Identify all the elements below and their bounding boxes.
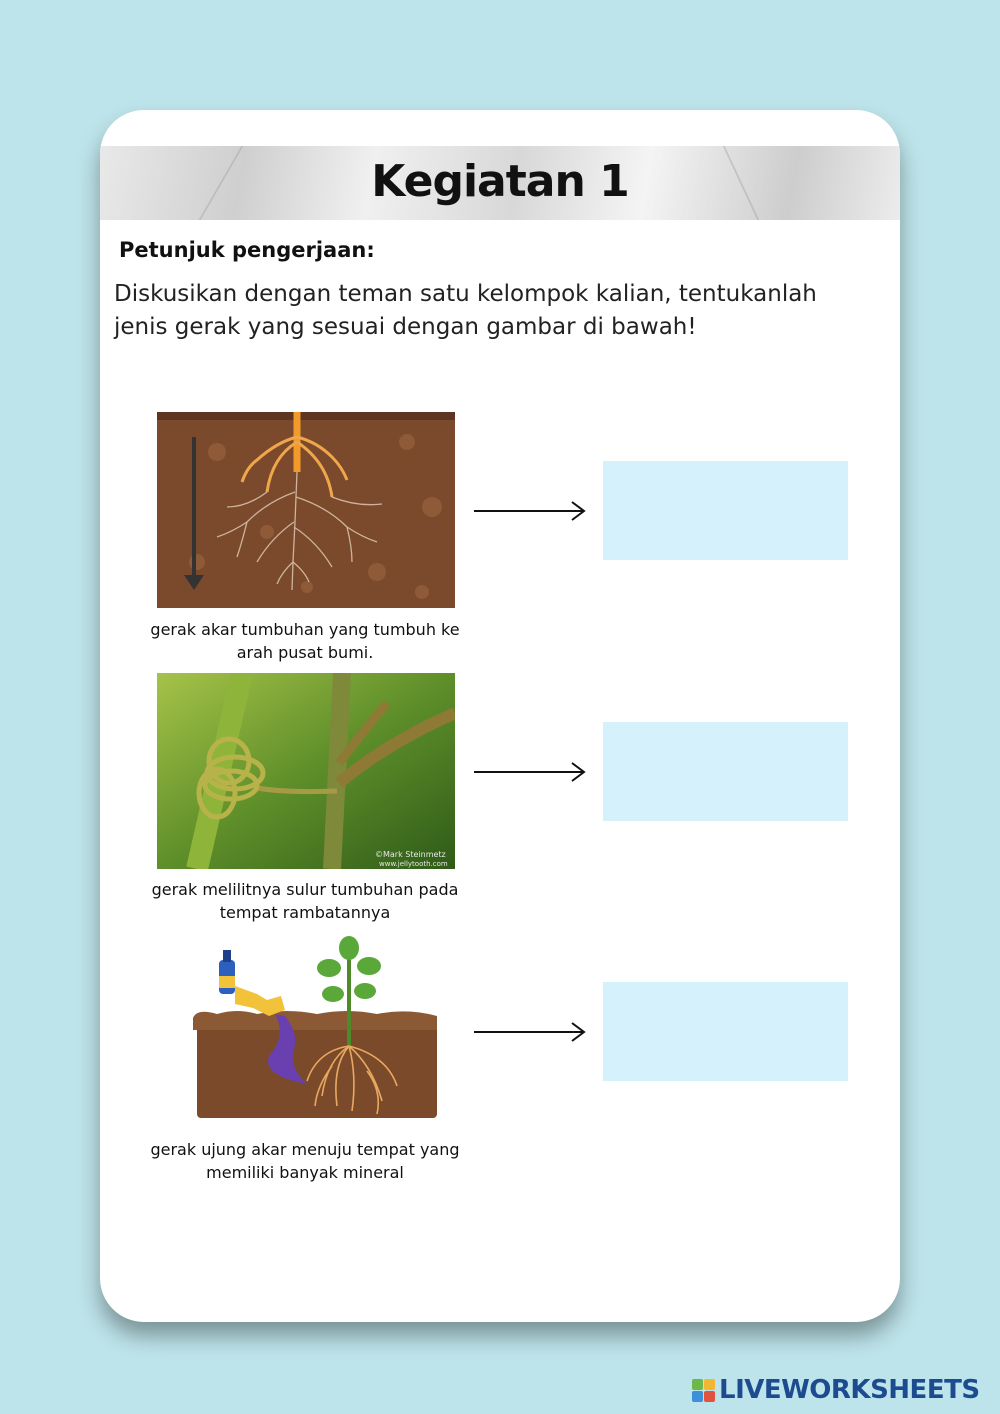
instructions-heading: Petunjuk pengerjaan:	[119, 238, 375, 262]
arrow-right-icon	[473, 762, 587, 782]
worksheet-card	[100, 110, 900, 1322]
caption-2: gerak melilitnya sulur tumbuhan pada tempat rambatannya	[151, 880, 459, 922]
svg-text:www.jellytooth.com: www.jellytooth.com	[379, 860, 448, 868]
arrow-right-icon	[473, 1022, 587, 1042]
page-title: Kegiatan 1	[371, 156, 629, 207]
title-banner	[100, 146, 900, 220]
chemotropism-image	[157, 936, 455, 1132]
liveworksheets-brand[interactable]	[692, 1374, 980, 1406]
liveworksheets-logo-icon	[692, 1379, 715, 1402]
answer-input-2[interactable]	[603, 722, 848, 821]
answer-input-3[interactable]	[603, 982, 848, 1081]
caption-3: gerak ujung akar menuju tempat yang memiliki banyak mineral	[150, 1140, 460, 1182]
answer-input-1[interactable]	[603, 461, 848, 560]
arrow-right-icon	[473, 501, 587, 521]
tendril-image	[157, 673, 455, 869]
photo-credit: ©Mark Steinmetz	[375, 850, 446, 859]
geotropism-image	[157, 412, 455, 608]
brand-name: LIVEWORKSHEETS	[719, 1375, 980, 1405]
caption-1: gerak akar tumbuhan yang tumbuh ke arah pusat bumi.	[150, 620, 460, 662]
instructions-text: Diskusikan dengan teman satu kelompok kalian, tentukanlah jenis gerak yang sesuai dengan gambar di bawah!	[114, 281, 817, 340]
